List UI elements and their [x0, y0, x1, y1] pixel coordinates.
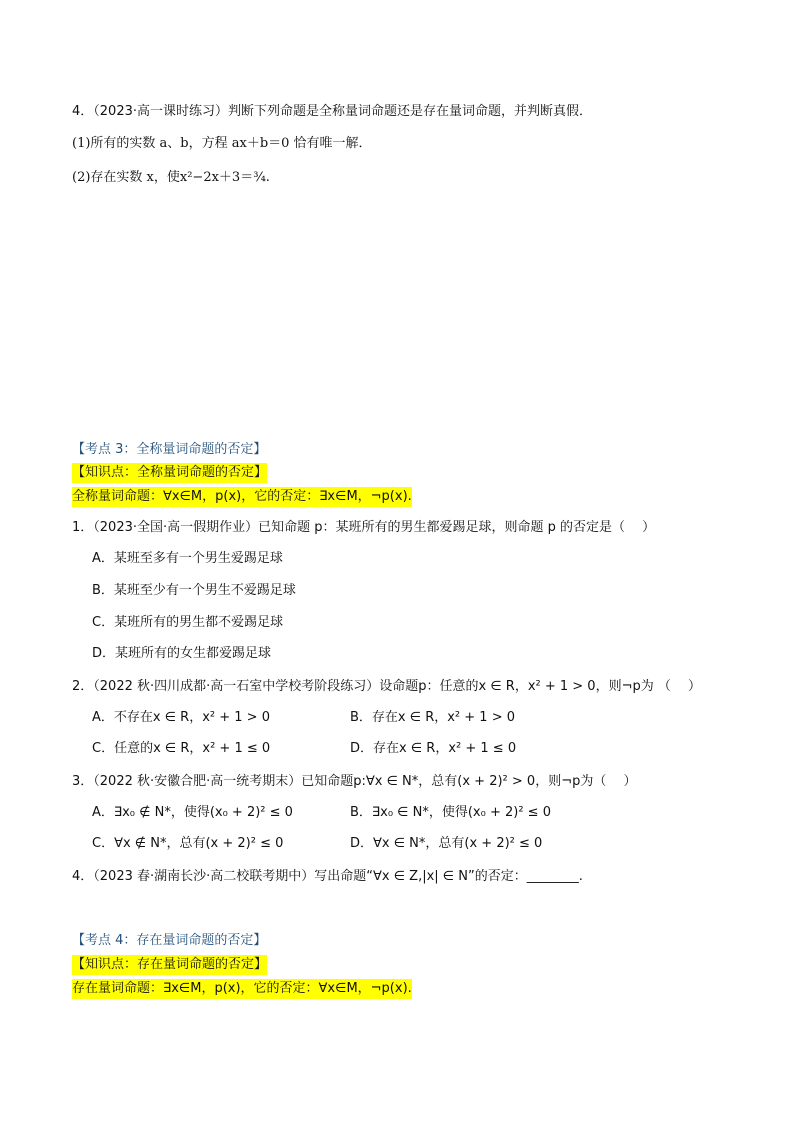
question-1-option-d: D．某班所有的女生都爱踢足球 [92, 646, 272, 661]
question-3-option-c: C．∀x ∉ N*，总有(x + 2)² ≤ 0 [92, 836, 284, 851]
question-1-option-c: C．某班所有的男生都不爱踢足球 [92, 615, 284, 630]
question-2-option-a: A．不存在x ∈ R，x² + 1 > 0 [92, 710, 270, 725]
section-3-knowledge: 【知识点：全称量词命题的否定】 [72, 463, 267, 483]
question-2-stem: 2．（2022 秋·四川成都·高一石室中学校考阶段练习）设命题p：任意的x ∈ R，x² + 1 > 0，则¬p为 （ ） [72, 679, 701, 694]
section-4-heading: 【考点 4：存在量词命题的否定】 [72, 933, 267, 948]
section-3-rule: 全称量词命题：∀x∈M，p(x)，它的否定：∃x∈M，¬p(x). [72, 487, 412, 507]
question-4-fill-blank: 4．（2023 春·湖南长沙·高二校联考期中）写出命题“∀x ∈ Z,|x| ∈ N”的否定：________. [72, 869, 583, 884]
section-4-rule: 存在量词命题：∃x∈M，p(x)，它的否定：∀x∈M，¬p(x). [72, 979, 412, 999]
question-4-item-1: (1)所有的实数 a、b，方程 ax＋b＝0 恰有唯一解． [72, 136, 372, 151]
question-1-option-a: A．某班至多有一个男生爱踢足球 [92, 551, 283, 566]
question-1-stem: 1．（2023·全国·高一假期作业）已知命题 p：某班所有的男生都爱踢足球，则命题 p 的否定是（ ） [72, 520, 656, 535]
question-3-option-b: B．∃x₀ ∈ N*，使得(x₀ + 2)² ≤ 0 [350, 805, 551, 820]
question-2-option-d: D．存在x ∈ R，x² + 1 ≤ 0 [350, 741, 517, 756]
question-4-stem: 4．（2023·高一课时练习）判断下列命题是全称量词命题还是存在量词命题，并判断真假． [72, 104, 592, 119]
question-1-option-b: B．某班至少有一个男生不爱踢足球 [92, 583, 296, 598]
question-3-option-d: D．∀x ∈ N*，总有(x + 2)² ≤ 0 [350, 836, 543, 851]
question-3-option-a: A．∃x₀ ∉ N*，使得(x₀ + 2)² ≤ 0 [92, 805, 293, 820]
section-4-knowledge: 【知识点：存在量词命题的否定】 [72, 955, 267, 975]
question-3-stem: 3．（2022 秋·安徽合肥·高一统考期末）已知命题p:∀x ∈ N*，总有(x + 2)² > 0，则¬p为（ ） [72, 774, 637, 789]
question-2-option-b: B．存在x ∈ R，x² + 1 > 0 [350, 710, 515, 725]
section-3-heading: 【考点 3：全称量词命题的否定】 [72, 442, 267, 457]
question-2-option-c: C．任意的x ∈ R，x² + 1 ≤ 0 [92, 741, 271, 756]
question-4-item-2: (2)存在实数 x，使x²−2x＋3＝¾. [72, 170, 270, 185]
